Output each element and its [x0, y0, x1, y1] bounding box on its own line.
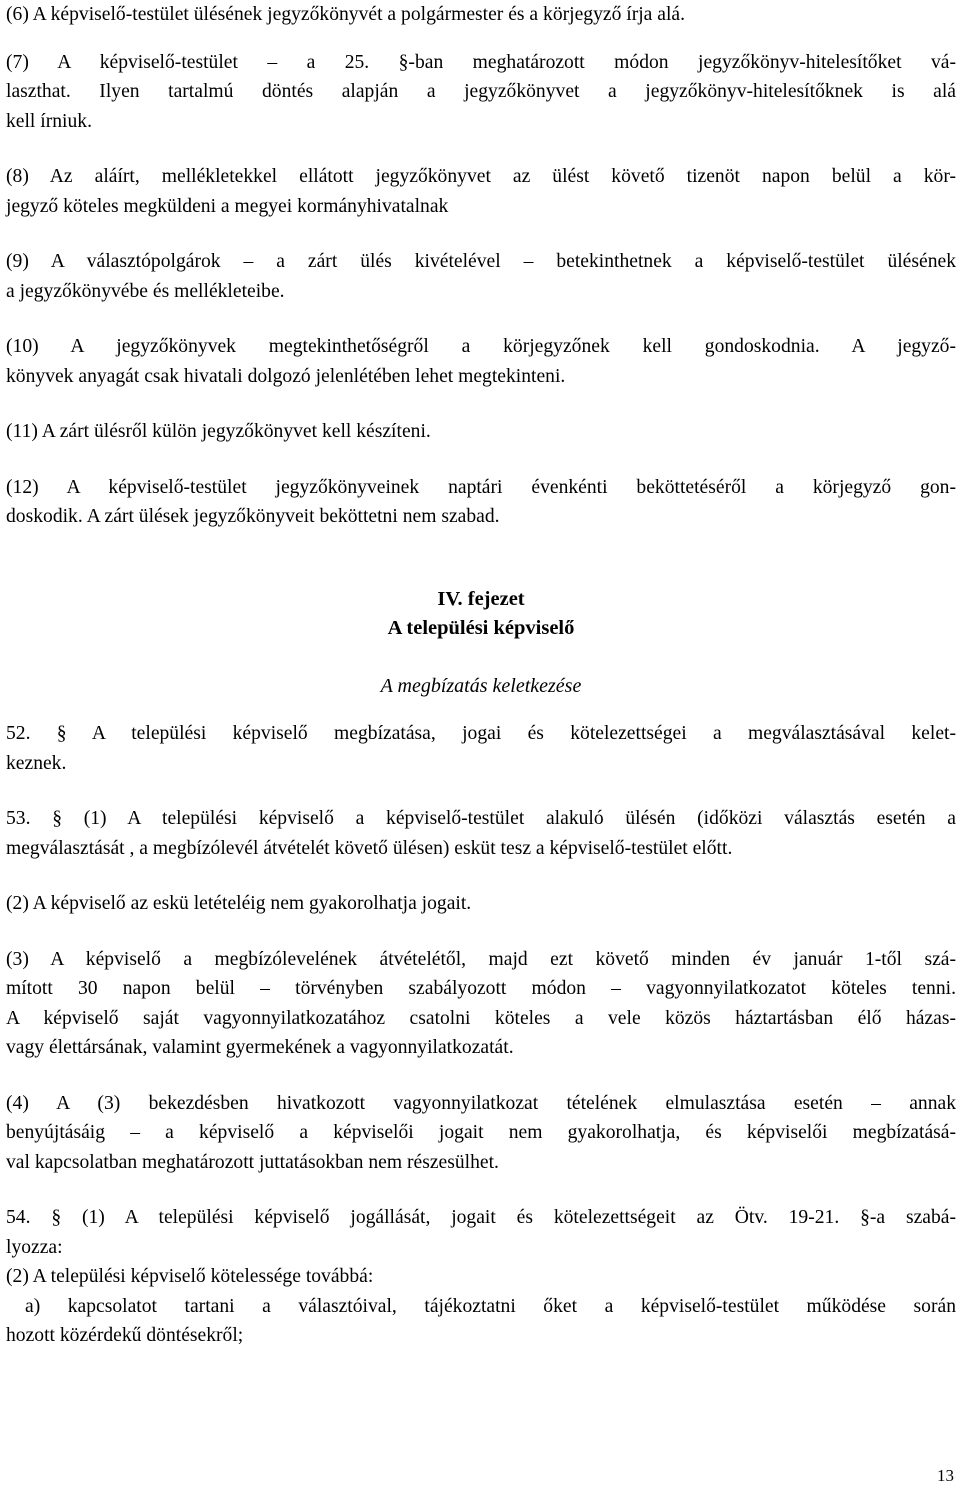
- paragraph-6: [6, 0, 956, 30]
- text-line: (9) A választópolgárok – a zárt ülés kivételével – betekinthetnek a képviselő-testület ülésének: [6, 251, 956, 272]
- text-line: 54. § (1) A települési képviselő jogállását, jogait és kötelezettségeit az Ötv. 19-21. §-a szabá-: [6, 1207, 956, 1228]
- text-line: lyozza:: [6, 1236, 63, 1258]
- chapter-title: A települési képviselő: [387, 617, 575, 639]
- page-number: 13: [937, 1466, 954, 1485]
- text-line: 53. § (1) A települési képviselő a képviselő-testület alakuló ülésén (időközi választás esetén a: [6, 808, 956, 829]
- text-line: jegyző köteles megküldeni a megyei kormányhivatalnak: [6, 195, 449, 217]
- document-page: [6, 0, 956, 1351]
- text-line: hozott közérdekű döntésekről;: [6, 1325, 244, 1346]
- paragraph-8: [6, 162, 956, 221]
- text-line: keznek.: [6, 752, 67, 774]
- text-line: (2) A képviselő az eskü letételéig nem gyakorolhatja jogait.: [6, 893, 472, 914]
- text-line: (7) A képviselő-testület – a 25. §-ban meghatározott módon jegyzőkönyv-hitelesítőket vá-: [6, 51, 956, 73]
- text-line: (4) A (3) bekezdésben hivatkozott vagyonnyilatkozat tételének elmulasztása esetén – annak: [6, 1092, 956, 1114]
- text-line: könyvek anyagát csak hivatali dolgozó jelenlétében lehet megtekinteni.: [6, 365, 566, 387]
- text-line: (2) A települési képviselő kötelessége továbbá:: [6, 1266, 374, 1287]
- section-54: [6, 1203, 956, 1292]
- text-line: vagy élettársának, valamint gyermekének a vagyonnyilatkozatát.: [6, 1037, 514, 1058]
- chapter-subtitle: A megbízatás keletkezése: [380, 674, 582, 697]
- text-line: doskodik. A zárt ülések jegyzőkönyveit beköttetni nem szabad.: [6, 506, 500, 527]
- section-53-4: [6, 1089, 956, 1178]
- section-53-1: [6, 804, 956, 863]
- chapter-number: IV. fejezet: [437, 587, 525, 610]
- paragraph-12: [6, 473, 956, 532]
- text-line: (8) Az aláírt, mellékletekkel ellátott jegyzőkönyvet az ülést követő tizenöt napon belül a kör-: [6, 166, 956, 187]
- text-line: megválasztását , a megbízólevél átvételét követő ülésen) esküt tesz a képviselő-testület előtt.: [6, 837, 733, 859]
- text-line: (11) A zárt ülésről külön jegyzőkönyvet kell készíteni.: [6, 421, 431, 442]
- section-53-3: [6, 945, 956, 1063]
- text-line: (6) A képviselő-testület ülésének jegyzőkönyvét a polgármester és a körjegyző írja alá.: [6, 4, 686, 25]
- text-line: a jegyzőkönyvébe és mellékleteibe.: [6, 280, 285, 302]
- text-line: 52. § A települési képviselő megbízatása, jogai és kötelezettségei a megválasztásával kelet-: [6, 723, 956, 744]
- text-line: (10) A jegyzőkönyvek megtekinthetőségről a körjegyzőnek kell gondoskodnia. A jegyző-: [6, 336, 956, 357]
- section-54-item-a: [6, 1292, 956, 1322]
- paragraph-10: [6, 332, 956, 391]
- text-line: kell írniuk.: [6, 110, 92, 132]
- text-line: (12) A képviselő-testület jegyzőkönyveinek naptári évenkénti beköttetéséről a körjegyző gon-: [6, 476, 956, 498]
- text-line: (3) A képviselő a megbízólevelének átvételétől, majd ezt követő minden év január 1-től szá-: [6, 948, 956, 970]
- section-52: [6, 719, 956, 778]
- paragraph-7: [6, 48, 956, 137]
- text-line: laszthat. Ilyen tartalmú döntés alapján a jegyzőkönyvet a jegyzőkönyv-hitelesítőknek is alá: [6, 81, 956, 102]
- paragraph-9: [6, 247, 956, 306]
- paragraph-11: [6, 417, 956, 447]
- section-54-item-a-cont: [6, 1321, 956, 1351]
- text-line: a) kapcsolatot tartani a választóival, tájékoztatni őket a képviselő-testület működése során: [25, 1295, 956, 1317]
- section-53-2: [6, 889, 956, 919]
- text-line: mított 30 napon belül – törvényben szabályozott módon – vagyonnyilatkozatot köteles tenni.: [6, 978, 956, 999]
- text-line: val kapcsolatban meghatározott juttatásokban nem részesülhet.: [6, 1151, 499, 1173]
- text-line: benyújtásáig – a képviselő a képviselői jogait nem gyakorolhatja, és képviselői megbízatásá-: [6, 1122, 956, 1143]
- text-line: A képviselő saját vagyonnyilatkozatához csatolni köteles a vele közös háztartásban élő házas-: [6, 1007, 956, 1029]
